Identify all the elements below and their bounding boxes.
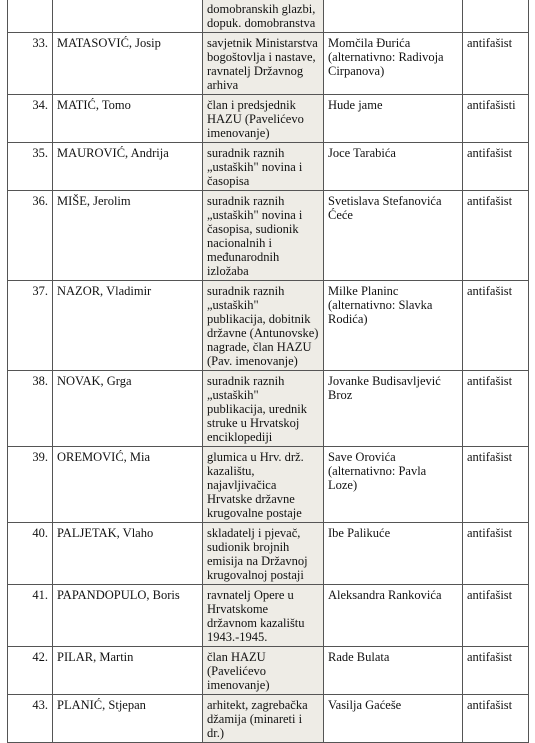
status-label xyxy=(463,0,529,33)
table-row xyxy=(8,281,529,371)
row-number: 38. xyxy=(8,371,53,447)
person-name: PALJETAK, Vlaho xyxy=(53,523,203,585)
table-row xyxy=(8,447,529,523)
role-description: skladatelj i pjevač, sudionik brojnih emisija na Državnoj krugovalnoj postaji xyxy=(203,523,324,585)
row-number: 33. xyxy=(8,33,53,95)
person-name: PLANIĆ, Stjepan xyxy=(53,695,203,743)
row-number: 40. xyxy=(8,523,53,585)
person-name xyxy=(53,0,203,33)
role-description: suradnik raznih „ustaških" publikacija, urednik struke u Hrvatskoj enciklopediji xyxy=(203,371,324,447)
table-row xyxy=(8,695,529,743)
persons-table xyxy=(7,0,529,743)
street-name: Momčila Đurića (alternativno: Radivoja Cirpanova) xyxy=(324,33,463,95)
role-description: glumica u Hrv. drž. kazalištu, najavljivačica Hrvatske državne krugovalne postaje xyxy=(203,447,324,523)
row-number: 39. xyxy=(8,447,53,523)
person-name: MIŠE, Jerolim xyxy=(53,191,203,281)
role-description: suradnik raznih „ustaških" novina i časopisa, sudionik nacionalnih i međunarodnih izložaba xyxy=(203,191,324,281)
person-name: MAUROVIĆ, Andrija xyxy=(53,143,203,191)
street-name: Svetislava Stefanovića Ćeće xyxy=(324,191,463,281)
street-name: Milke Planinc (alternativno: Slavka Rodića) xyxy=(324,281,463,371)
street-name: Rade Bulata xyxy=(324,647,463,695)
role-description: suradnik raznih „ustaških" novina i časopisa xyxy=(203,143,324,191)
street-name: Joce Tarabića xyxy=(324,143,463,191)
table-row xyxy=(8,191,529,281)
street-name: Ibe Palikuće xyxy=(324,523,463,585)
table-row xyxy=(8,143,529,191)
status-label: antifašist xyxy=(463,371,529,447)
table-row xyxy=(8,647,529,695)
street-name: Jovanke Budisavljević Broz xyxy=(324,371,463,447)
role-description: član i predsjednik HAZU (Pavelićevo imenovanje) xyxy=(203,95,324,143)
status-label: antifašist xyxy=(463,281,529,371)
person-name: NOVAK, Grga xyxy=(53,371,203,447)
street-name: Save Orovića (alternativno: Pavla Loze) xyxy=(324,447,463,523)
table-row xyxy=(8,585,529,647)
role-description: suradnik raznih „ustaških" publikacija, dobitnik državne (Antunovske) nagrade, član HAZU (Pav. imenovanje) xyxy=(203,281,324,371)
status-label: antifašist xyxy=(463,447,529,523)
role-description: arhitekt, zagrebačka džamija (minareti i dr.) xyxy=(203,695,324,743)
table-row xyxy=(8,523,529,585)
street-name xyxy=(324,0,463,33)
street-name: Aleksandra Rankovića xyxy=(324,585,463,647)
table-row xyxy=(8,95,529,143)
person-name: PAPANDOPULO, Boris xyxy=(53,585,203,647)
row-number: 34. xyxy=(8,95,53,143)
status-label: antifašist xyxy=(463,143,529,191)
table-row xyxy=(8,0,529,33)
row-number: 42. xyxy=(8,647,53,695)
person-name: OREMOVIĆ, Mia xyxy=(53,447,203,523)
role-description: član HAZU (Pavelićevo imenovanje) xyxy=(203,647,324,695)
status-label: antifašist xyxy=(463,191,529,281)
role-description: savjetnik Ministarstva bogoštovlja i nastave, ravnatelj Državnog arhiva xyxy=(203,33,324,95)
status-label: antifašisti xyxy=(463,95,529,143)
row-number: 41. xyxy=(8,585,53,647)
status-label: antifašist xyxy=(463,695,529,743)
row-number: 43. xyxy=(8,695,53,743)
table-body xyxy=(8,0,529,743)
person-name: PILAR, Martin xyxy=(53,647,203,695)
person-name: MATIĆ, Tomo xyxy=(53,95,203,143)
person-name: MATASOVIĆ, Josip xyxy=(53,33,203,95)
table-row xyxy=(8,33,529,95)
row-number: 36. xyxy=(8,191,53,281)
status-label: antifašist xyxy=(463,647,529,695)
table-row xyxy=(8,371,529,447)
person-name: NAZOR, Vladimir xyxy=(53,281,203,371)
row-number xyxy=(8,0,53,33)
role-description: domobranskih glazbi, dopuk. domobranstva xyxy=(203,0,324,33)
role-description: ravnatelj Opere u Hrvatskome državnom kazalištu 1943.-1945. xyxy=(203,585,324,647)
row-number: 35. xyxy=(8,143,53,191)
row-number: 37. xyxy=(8,281,53,371)
status-label: antifašist xyxy=(463,585,529,647)
street-name: Hude jame xyxy=(324,95,463,143)
status-label: antifašist xyxy=(463,523,529,585)
status-label: antifašist xyxy=(463,33,529,95)
street-name: Vasilja Gaćeše xyxy=(324,695,463,743)
